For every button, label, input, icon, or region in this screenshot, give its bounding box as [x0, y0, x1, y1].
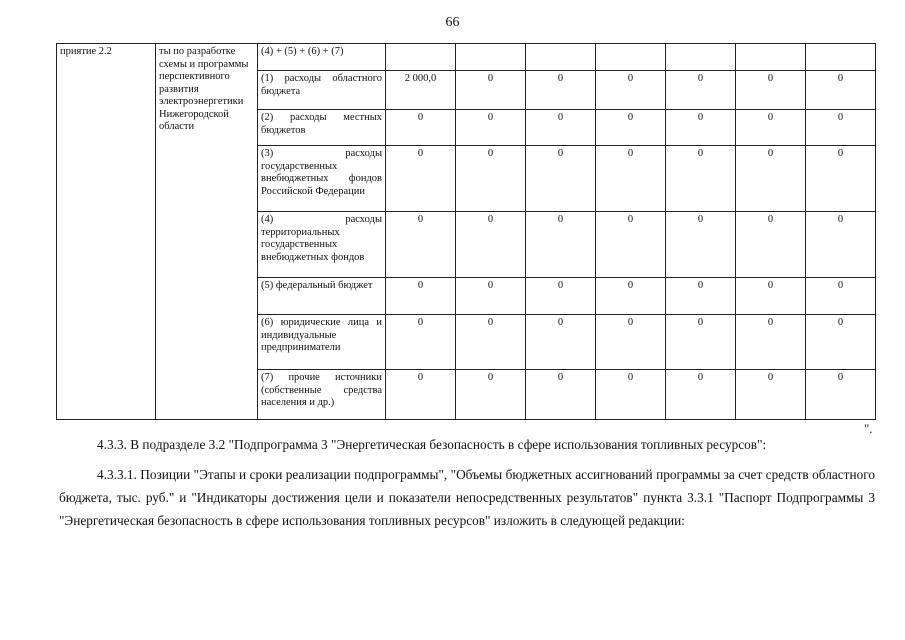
value-cell: 0 [806, 278, 876, 315]
funding-source-cell: (7) прочие источники (собственные средства населения и др.) [258, 370, 386, 420]
value-cell: 0 [806, 146, 876, 212]
value-cell [596, 44, 666, 71]
funding-source-cell: (1) расходы областного бюджета [258, 71, 386, 110]
closing-quote: ". [864, 421, 873, 436]
value-cell: 0 [386, 146, 456, 212]
value-cell: 0 [596, 315, 666, 370]
value-cell: 0 [806, 315, 876, 370]
value-cell: 0 [736, 212, 806, 278]
measure-name-cell: ты по разработке схемы и программы перспективного развития электроэнергетики Нижегородской области [156, 44, 258, 420]
value-cell: 0 [386, 212, 456, 278]
value-cell: 0 [666, 212, 736, 278]
value-cell: 0 [596, 71, 666, 110]
value-cell: 0 [596, 212, 666, 278]
value-cell [456, 44, 526, 71]
value-cell: 0 [596, 370, 666, 420]
funding-source-cell: (2) расходы местных бюджетов [258, 110, 386, 146]
value-cell: 0 [666, 370, 736, 420]
funding-source-cell: (5) федеральный бюджет [258, 278, 386, 315]
value-cell: 0 [666, 315, 736, 370]
value-cell: 0 [456, 315, 526, 370]
value-cell: 2 000,0 [386, 71, 456, 110]
value-cell [386, 44, 456, 71]
value-cell: 0 [386, 370, 456, 420]
value-cell: 0 [526, 278, 596, 315]
value-cell: 0 [386, 110, 456, 146]
value-cell [666, 44, 736, 71]
measure-number-cell: приятие 2.2 [57, 44, 156, 420]
value-cell: 0 [386, 278, 456, 315]
value-cell: 0 [596, 146, 666, 212]
value-cell: 0 [526, 146, 596, 212]
value-cell: 0 [736, 278, 806, 315]
table-row [57, 44, 876, 71]
value-cell: 0 [736, 370, 806, 420]
value-cell [736, 44, 806, 71]
value-cell: 0 [806, 110, 876, 146]
value-cell: 0 [526, 315, 596, 370]
value-cell: 0 [456, 71, 526, 110]
value-cell: 0 [456, 278, 526, 315]
funding-source-cell: (4) расходы территориальных государственных внебюджетных фондов [258, 212, 386, 278]
value-cell [526, 44, 596, 71]
funding-table [56, 43, 876, 420]
paragraph-4-3-3: 4.3.3. В подразделе 3.2 "Подпрограмма 3 "Энергетическая безопасность в сфере использования топливных ресурсов": [97, 437, 767, 452]
value-cell [806, 44, 876, 71]
funding-source-cell: (3) расходы государственных внебюджетных фондов Российской Федерации [258, 146, 386, 212]
value-cell: 0 [456, 212, 526, 278]
value-cell: 0 [806, 71, 876, 110]
value-cell: 0 [666, 71, 736, 110]
value-cell: 0 [456, 110, 526, 146]
value-cell: 0 [666, 146, 736, 212]
value-cell: 0 [596, 278, 666, 315]
value-cell: 0 [456, 146, 526, 212]
value-cell: 0 [666, 110, 736, 146]
paragraph-4-3-3-1: 4.3.3.1. Позиции "Этапы и сроки реализации подпрограммы", "Объемы бюджетных ассигнований программы за счет средств областного бюджета, тыс. руб." и "Индикаторы достижения цели и показатели непосредственных результатов" пункта 3.3.1 "Паспорт Подпрограммы 3 "Энергетическая безопасность в сфере использования топливных ресурсов" изложить в следующей редакции: [59, 467, 875, 528]
value-cell: 0 [526, 212, 596, 278]
value-cell: 0 [736, 146, 806, 212]
value-cell: 0 [736, 71, 806, 110]
page-number: 66 [445, 15, 460, 30]
value-cell: 0 [736, 110, 806, 146]
value-cell: 0 [526, 370, 596, 420]
funding-source-cell: (4) + (5) + (6) + (7) [258, 44, 386, 71]
value-cell: 0 [456, 370, 526, 420]
value-cell: 0 [736, 315, 806, 370]
value-cell: 0 [386, 315, 456, 370]
value-cell: 0 [526, 110, 596, 146]
value-cell: 0 [526, 71, 596, 110]
value-cell: 0 [806, 212, 876, 278]
value-cell: 0 [666, 278, 736, 315]
value-cell: 0 [806, 370, 876, 420]
value-cell: 0 [596, 110, 666, 146]
funding-source-cell: (6) юридические лица и индивидуальные предприниматели [258, 315, 386, 370]
